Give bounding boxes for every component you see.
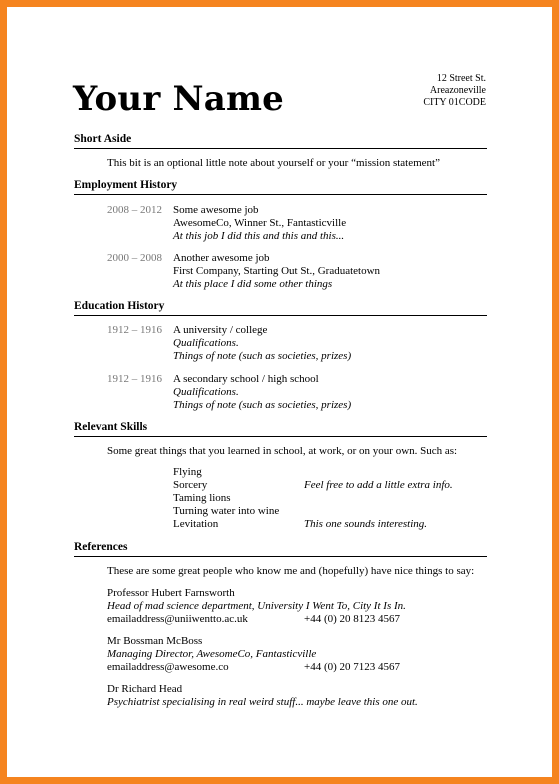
employment-role: Some awesome job	[173, 204, 259, 216]
employment-dates: 2000 – 2008	[107, 252, 162, 264]
short-aside-text: This bit is an optional little note about yourself or your “mission statement”	[107, 157, 440, 169]
reference-name: Professor Hubert Farnsworth	[107, 587, 235, 599]
employment-note: At this job I did this and this and this...	[173, 230, 345, 242]
skill-item: Sorcery	[173, 479, 208, 491]
skill-item: Taming lions	[173, 492, 231, 504]
skill-item: Turning water into wine	[173, 505, 280, 517]
skill-item: Flying	[173, 466, 202, 478]
reference-phone: +44 (0) 20 8123 4567	[304, 613, 401, 625]
skill-note: This one sounds interesting.	[304, 518, 428, 530]
employment-dates: 2008 – 2012	[107, 204, 162, 216]
section-heading-short-aside: Short Aside	[74, 133, 487, 149]
reference-role: Head of mad science department, University I Went To, City It Is In.	[107, 600, 406, 612]
resume-name: Your Name	[73, 79, 284, 119]
skill-note: Feel free to add a little extra info.	[304, 479, 453, 491]
reference-role: Psychiatrist specialising in real weird stuff... maybe leave this one out.	[107, 696, 418, 708]
education-qualifications: Qualifications.	[173, 386, 239, 398]
employment-place: AwesomeCo, Winner St., Fantasticville	[173, 217, 347, 229]
section-heading-education: Education History	[74, 300, 487, 316]
reference-role: Managing Director, AwesomeCo, Fantasticville	[107, 648, 317, 660]
employment-place: First Company, Starting Out St., Graduatetown	[173, 265, 381, 277]
reference-name: Dr Richard Head	[107, 683, 183, 695]
section-heading-references: References	[74, 541, 487, 557]
address-line: CITY 01CODE	[423, 97, 486, 108]
address-line: Areazoneville	[429, 85, 486, 96]
references-intro: These are some great people who know me and (hopefully) have nice things to say:	[107, 565, 475, 577]
education-dates: 1912 – 1916	[107, 324, 162, 336]
education-note: Things of note (such as societies, prizes)	[173, 350, 352, 362]
employment-role: Another awesome job	[173, 252, 270, 264]
education-dates: 1912 – 1916	[107, 373, 162, 385]
address-line: 12 Street St.	[436, 73, 486, 84]
education-note: Things of note (such as societies, prizes)	[173, 399, 352, 411]
education-qualifications: Qualifications.	[173, 337, 239, 349]
skill-item: Levitation	[173, 518, 219, 530]
skills-intro: Some great things that you learned in school, at work, or on your own. Such as:	[107, 445, 458, 457]
employment-note: At this place I did some other things	[173, 278, 333, 290]
education-school: A university / college	[173, 324, 268, 336]
reference-email: emailaddress@awesome.co	[107, 661, 229, 673]
education-school: A secondary school / high school	[173, 373, 319, 385]
address-block	[423, 73, 486, 109]
section-heading-employment: Employment History	[74, 179, 487, 195]
reference-name: Mr Bossman McBoss	[107, 635, 203, 647]
reference-email: emailaddress@uniiwentto.ac.uk	[107, 613, 248, 625]
reference-phone: +44 (0) 20 7123 4567	[304, 661, 401, 673]
resume-page	[7, 7, 552, 777]
section-heading-skills: Relevant Skills	[74, 421, 487, 437]
